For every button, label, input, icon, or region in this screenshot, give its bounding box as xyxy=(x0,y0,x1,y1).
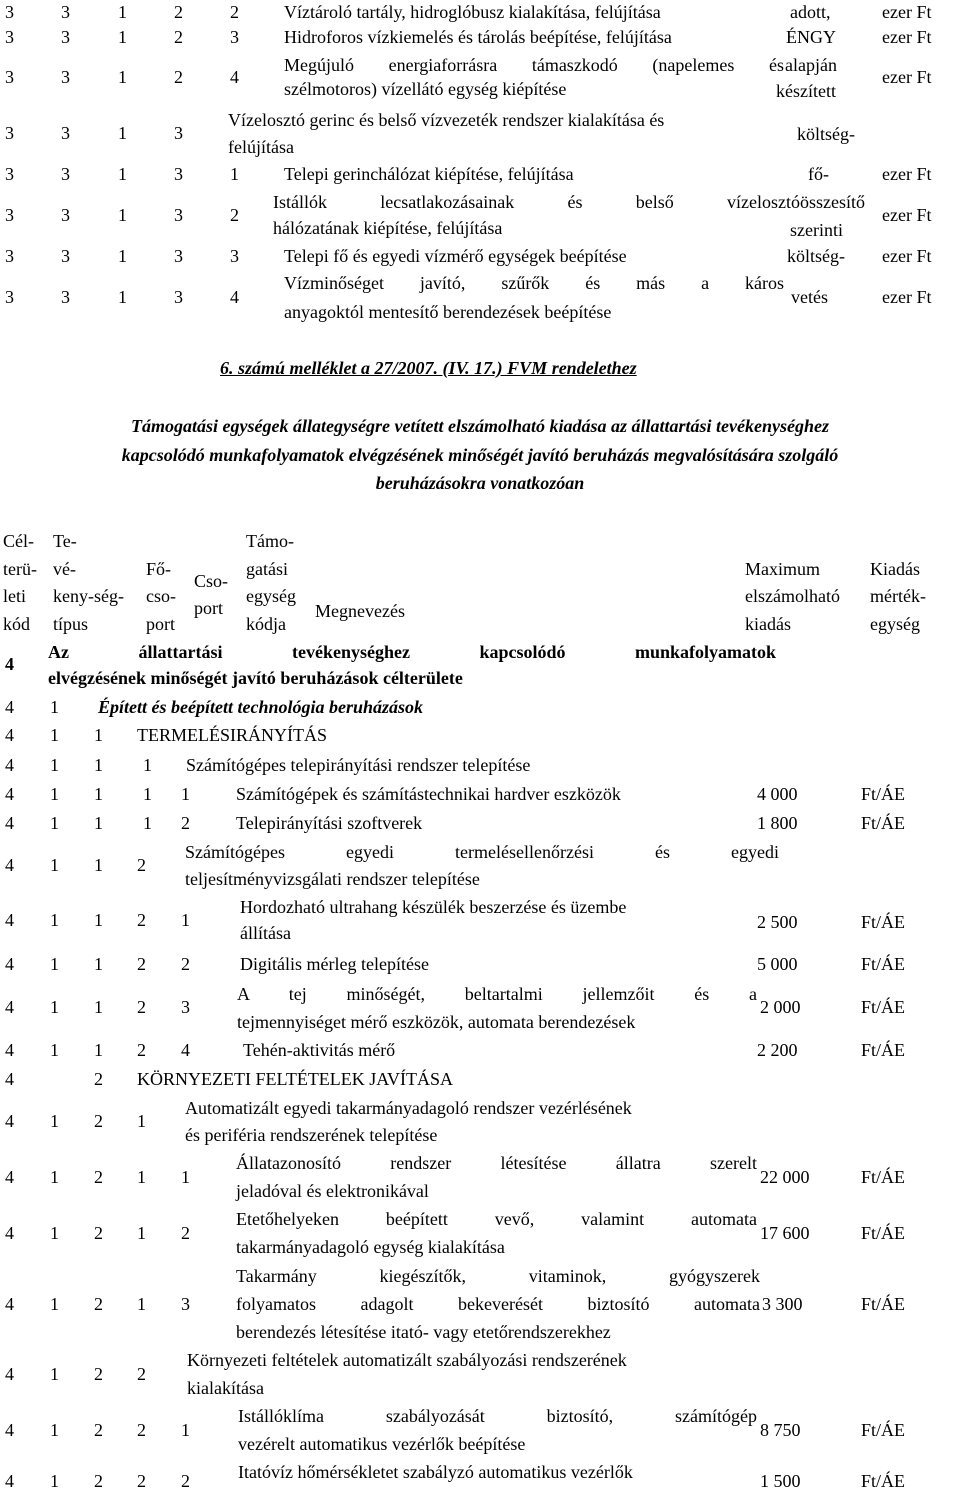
code: 4 xyxy=(5,910,14,930)
code: 1 xyxy=(137,1167,146,1187)
item-name: Istállóklíma szabályozását biztosító, számítógép xyxy=(238,1406,757,1426)
header-csoport: Cso- xyxy=(194,571,229,591)
max-value: 4 000 xyxy=(757,784,798,804)
code: 4 xyxy=(5,1420,14,1440)
code: 3 xyxy=(61,164,70,184)
code: 3 xyxy=(181,997,190,1017)
unit-text: ezer Ft xyxy=(882,287,932,307)
code: 1 xyxy=(143,813,152,833)
code: 4 xyxy=(230,287,239,307)
code: 3 xyxy=(174,164,183,184)
item-name: Környezeti feltételek automatizált szabályozási rendszerének xyxy=(187,1350,627,1370)
code: 1 xyxy=(137,1111,146,1131)
code: 2 xyxy=(94,1294,103,1314)
code: 4 xyxy=(5,997,14,1017)
code: 2 xyxy=(181,954,190,974)
code: 1 xyxy=(94,954,103,974)
code: 2 xyxy=(94,1364,103,1384)
item-name: KÖRNYEZETI FELTÉTELEK JAVÍTÁSA xyxy=(137,1069,453,1089)
code: 1 xyxy=(50,1364,59,1384)
unit-text: Ft/ÁE xyxy=(861,1420,906,1440)
code: 3 xyxy=(5,164,14,184)
code: 2 xyxy=(94,1069,103,1089)
code: 4 xyxy=(230,67,239,87)
code: 1 xyxy=(118,287,127,307)
item-name: Etetőhelyeken beépített vevő, valamint automata xyxy=(236,1209,757,1229)
code: 3 xyxy=(5,67,14,87)
code: 3 xyxy=(230,27,239,47)
code: 1 xyxy=(137,1294,146,1314)
code: 4 xyxy=(5,1167,14,1187)
header-focsoport: port xyxy=(146,614,175,634)
code: 1 xyxy=(94,997,103,1017)
basis-text: szerinti xyxy=(790,220,843,240)
code: 3 xyxy=(174,287,183,307)
unit-text: ezer Ft xyxy=(882,246,932,266)
code: 4 xyxy=(5,697,14,717)
unit-text: Ft/ÁE xyxy=(861,954,906,974)
max-value: 2 000 xyxy=(760,997,801,1017)
code: 2 xyxy=(94,1420,103,1440)
code: 3 xyxy=(181,1294,190,1314)
basis-text: ÉNGY xyxy=(786,27,836,47)
basis-text: készített xyxy=(776,81,836,101)
code: 1 xyxy=(181,784,190,804)
code: 2 xyxy=(230,205,239,225)
code: 4 xyxy=(5,1111,14,1131)
code: 1 xyxy=(50,784,59,804)
code: 3 xyxy=(61,2,70,22)
header-celterulet: kód xyxy=(3,614,30,634)
item-description-cont: hálózatának kiépítése, felújítása xyxy=(273,218,503,238)
max-value: 17 600 xyxy=(760,1223,810,1243)
item-description-cont: szélmotoros) vízellátó egység kiépítése xyxy=(284,79,567,99)
code: 3 xyxy=(174,205,183,225)
item-name: Takarmány kiegészítők, vitaminok, gyógyszerek xyxy=(236,1266,760,1286)
header-tamogatasi: Támo- xyxy=(246,531,294,551)
code: 1 xyxy=(50,997,59,1017)
basis-text: költség- xyxy=(797,124,855,144)
item-name-cont: folyamatos adagolt bekeverését biztosító automata xyxy=(236,1294,760,1314)
section-code: 4 xyxy=(5,654,14,674)
title-line: Támogatási egységek állategységre vetített elszámolható kiadása az állattartási tevékenységhez xyxy=(131,416,829,436)
code: 2 xyxy=(137,1040,146,1060)
header-maximum: kiadás xyxy=(745,614,791,634)
item-name: Digitális mérleg telepítése xyxy=(240,954,429,974)
header-celterulet: terü- xyxy=(3,559,37,579)
code: 4 xyxy=(5,784,14,804)
unit-text: ezer Ft xyxy=(882,2,932,22)
code: 1 xyxy=(94,910,103,930)
code: 2 xyxy=(181,1471,190,1491)
code: 1 xyxy=(230,164,239,184)
code: 1 xyxy=(181,1420,190,1440)
code: 1 xyxy=(118,27,127,47)
header-megnevezes: Megnevezés xyxy=(315,601,405,621)
unit-text: Ft/ÁE xyxy=(861,1167,906,1187)
title-line: kapcsolódó munkafolyamatok elvégzésének minőségét javító beruházás megvalósítására szolgáló xyxy=(121,445,839,465)
code: 1 xyxy=(50,1167,59,1187)
code: 1 xyxy=(118,164,127,184)
code: 2 xyxy=(137,855,146,875)
code: 2 xyxy=(137,1471,146,1491)
max-value: 3 300 xyxy=(762,1294,803,1314)
item-name-cont: teljesítményvizsgálati rendszer telepítése xyxy=(185,869,480,889)
code: 1 xyxy=(94,813,103,833)
item-description: Telepi fő és egyedi vízmérő egységek beépítése xyxy=(284,246,627,266)
header-tevekenyseg: keny-ség- xyxy=(53,586,124,606)
code: 2 xyxy=(94,1471,103,1491)
code: 3 xyxy=(61,27,70,47)
code: 3 xyxy=(174,123,183,143)
header-kiadas: mérték- xyxy=(870,586,926,606)
item-name-cont: takarmányadagoló egység kialakítása xyxy=(236,1237,505,1257)
code: 1 xyxy=(143,784,152,804)
item-name-cont: kialakítása xyxy=(187,1378,264,1398)
code: 2 xyxy=(174,2,183,22)
header-tevekenyseg: vé- xyxy=(53,559,76,579)
code: 3 xyxy=(61,246,70,266)
code: 1 xyxy=(50,697,59,717)
item-name: Számítógépek és számítástechnikai hardver eszközök xyxy=(236,784,621,804)
code: 2 xyxy=(137,1364,146,1384)
code: 2 xyxy=(174,27,183,47)
code: 2 xyxy=(137,954,146,974)
max-value: 1 800 xyxy=(757,813,798,833)
item-name: Számítógépes telepirányítási rendszer telepítése xyxy=(186,755,531,775)
item-name: TERMELÉSIRÁNYÍTÁS xyxy=(137,725,327,745)
code: 1 xyxy=(50,1040,59,1060)
item-name: Itatóvíz hőmérsékletet szabályzó automatikus vezérlők xyxy=(238,1462,633,1482)
item-name: Tehén-aktivitás mérő xyxy=(243,1040,396,1060)
code: 1 xyxy=(94,725,103,745)
code: 1 xyxy=(50,755,59,775)
annex-title: 6. számú melléklet a 27/2007. (IV. 17.) FVM rendelethez xyxy=(220,358,637,378)
code: 3 xyxy=(61,205,70,225)
item-name: A tej minőségét, beltartalmi jellemzőit és a xyxy=(237,984,757,1004)
code: 3 xyxy=(230,246,239,266)
code: 2 xyxy=(137,1420,146,1440)
item-name-cont: berendezés létesítése itató- vagy etetőrendszerekhez xyxy=(236,1322,611,1342)
code: 4 xyxy=(5,1069,14,1089)
unit-text: Ft/ÁE xyxy=(861,997,906,1017)
code: 3 xyxy=(5,246,14,266)
item-description-cont: felújítása xyxy=(228,137,294,157)
max-value: 5 000 xyxy=(757,954,798,974)
unit-text: ezer Ft xyxy=(882,67,932,87)
item-name: Hordozható ultrahang készülék beszerzése és üzembe xyxy=(240,897,627,917)
item-description-cont: anyagoktól mentesítő berendezések beépítése xyxy=(284,302,612,322)
item-name-cont: jeladóval és elektronikával xyxy=(236,1181,429,1201)
header-maximum: Maximum xyxy=(745,559,820,579)
code: 1 xyxy=(50,1420,59,1440)
code: 1 xyxy=(94,855,103,875)
code: 3 xyxy=(5,205,14,225)
code: 4 xyxy=(5,725,14,745)
unit-text: Ft/ÁE xyxy=(861,784,906,804)
section-heading-cont: elvégzésének minőségét javító beruházások célterülete xyxy=(48,668,463,688)
code: 2 xyxy=(181,813,190,833)
item-name-cont: állítása xyxy=(240,923,291,943)
header-csoport: port xyxy=(194,598,223,618)
unit-text: ezer Ft xyxy=(882,27,932,47)
code: 4 xyxy=(181,1040,190,1060)
header-tevekenyseg: Te- xyxy=(53,531,77,551)
code: 2 xyxy=(181,1223,190,1243)
unit-text: Ft/ÁE xyxy=(861,1294,906,1314)
basis-text: adott, xyxy=(790,2,831,22)
code: 1 xyxy=(94,1040,103,1060)
max-value: 2 500 xyxy=(757,912,798,932)
item-description: Istállók lecsatlakozásainak és belső vízelosztóösszesítő xyxy=(273,192,865,212)
code: 1 xyxy=(118,205,127,225)
unit-text: ezer Ft xyxy=(882,164,932,184)
code: 2 xyxy=(94,1167,103,1187)
max-value: 22 000 xyxy=(760,1167,810,1187)
code: 1 xyxy=(118,2,127,22)
code: 2 xyxy=(137,997,146,1017)
code: 1 xyxy=(50,725,59,745)
item-name-cont: vezérelt automatikus vezérlők beépítése xyxy=(238,1434,526,1454)
item-description: Víztároló tartály, hidroglóbusz kialakítása, felújítása xyxy=(284,2,661,22)
code: 1 xyxy=(181,1167,190,1187)
item-description: Megújuló energiaforrásra támaszkodó (napelemes és xyxy=(284,55,784,75)
code: 1 xyxy=(143,755,152,775)
code: 1 xyxy=(50,1471,59,1491)
code: 3 xyxy=(5,27,14,47)
header-celterulet: Cél- xyxy=(3,531,34,551)
unit-text: Ft/ÁE xyxy=(861,1223,906,1243)
item-description: Vízminőséget javító, szűrők és más a káros xyxy=(284,273,784,293)
code: 1 xyxy=(50,910,59,930)
code: 1 xyxy=(94,755,103,775)
header-tevekenyseg: típus xyxy=(53,614,89,634)
code: 1 xyxy=(137,1223,146,1243)
code: 3 xyxy=(174,246,183,266)
code: 2 xyxy=(94,1223,103,1243)
code: 1 xyxy=(181,910,190,930)
code: 4 xyxy=(5,1223,14,1243)
code: 1 xyxy=(50,813,59,833)
code: 1 xyxy=(118,123,127,143)
code: 4 xyxy=(5,855,14,875)
basis-text: fő- xyxy=(808,164,829,184)
header-focsoport: cso- xyxy=(146,586,176,606)
item-name-cont: és periféria rendszerének telepítése xyxy=(185,1125,438,1145)
code: 1 xyxy=(50,1111,59,1131)
header-celterulet: leti xyxy=(3,586,26,606)
max-value: 1 500 xyxy=(760,1471,801,1491)
basis-text: költség- xyxy=(787,246,845,266)
code: 2 xyxy=(94,1111,103,1131)
section-heading: Az állattartási tevékenységhez kapcsolódó munkafolyamatok xyxy=(48,642,776,662)
unit-text: Ft/ÁE xyxy=(861,912,906,932)
code: 4 xyxy=(5,1040,14,1060)
code: 3 xyxy=(61,287,70,307)
code: 2 xyxy=(174,67,183,87)
title-line: beruházásokra vonatkozóan xyxy=(375,473,585,493)
code: 1 xyxy=(50,954,59,974)
item-name: Telepirányítási szoftverek xyxy=(236,813,423,833)
code: 1 xyxy=(50,1294,59,1314)
item-name: Számítógépes egyedi termelésellenőrzési és egyedi xyxy=(185,842,779,862)
unit-text: Ft/ÁE xyxy=(861,1471,906,1491)
header-kiadas: egység xyxy=(870,614,920,634)
code: 1 xyxy=(50,855,59,875)
header-focsoport: Fő- xyxy=(146,559,172,579)
basis-text: alapján xyxy=(785,55,837,75)
code: 1 xyxy=(118,246,127,266)
item-description: Hidroforos vízkiemelés és tárolás beépítése, felújítása xyxy=(284,27,672,47)
code: 4 xyxy=(5,1364,14,1384)
basis-text: vetés xyxy=(791,287,828,307)
code: 1 xyxy=(94,784,103,804)
code: 1 xyxy=(50,1223,59,1243)
code: 2 xyxy=(137,910,146,930)
header-tamogatasi: gatási xyxy=(246,559,288,579)
code: 3 xyxy=(61,67,70,87)
code: 1 xyxy=(118,67,127,87)
code: 3 xyxy=(5,2,14,22)
code: 2 xyxy=(230,2,239,22)
item-description: Vízelosztó gerinc és belső vízvezeték rendszer kialakítása és xyxy=(228,110,665,130)
item-name: Állatazonosító rendszer létesítése állatra szerelt xyxy=(236,1153,757,1173)
item-name: Épített és beépített technológia beruházások xyxy=(98,697,423,717)
code: 4 xyxy=(5,755,14,775)
item-name-cont: tejmennyiséget mérő eszközök, automata berendezések xyxy=(237,1012,636,1032)
header-tamogatasi: kódja xyxy=(246,614,286,634)
code: 3 xyxy=(5,123,14,143)
code: 3 xyxy=(61,123,70,143)
code: 4 xyxy=(5,954,14,974)
item-description: Telepi gerinchálózat kiépítése, felújítása xyxy=(284,164,574,184)
unit-text: ezer Ft xyxy=(882,205,932,225)
item-name: Automatizált egyedi takarmányadagoló rendszer vezérlésének xyxy=(185,1098,632,1118)
max-value: 2 200 xyxy=(757,1040,798,1060)
unit-text: Ft/ÁE xyxy=(861,813,906,833)
code: 3 xyxy=(5,287,14,307)
header-tamogatasi: egység xyxy=(246,586,296,606)
max-value: 8 750 xyxy=(760,1420,801,1440)
header-maximum: elszámolható xyxy=(745,586,840,606)
code: 4 xyxy=(5,1294,14,1314)
code: 4 xyxy=(5,813,14,833)
unit-text: Ft/ÁE xyxy=(861,1040,906,1060)
code: 4 xyxy=(5,1471,14,1491)
header-kiadas: Kiadás xyxy=(870,559,920,579)
